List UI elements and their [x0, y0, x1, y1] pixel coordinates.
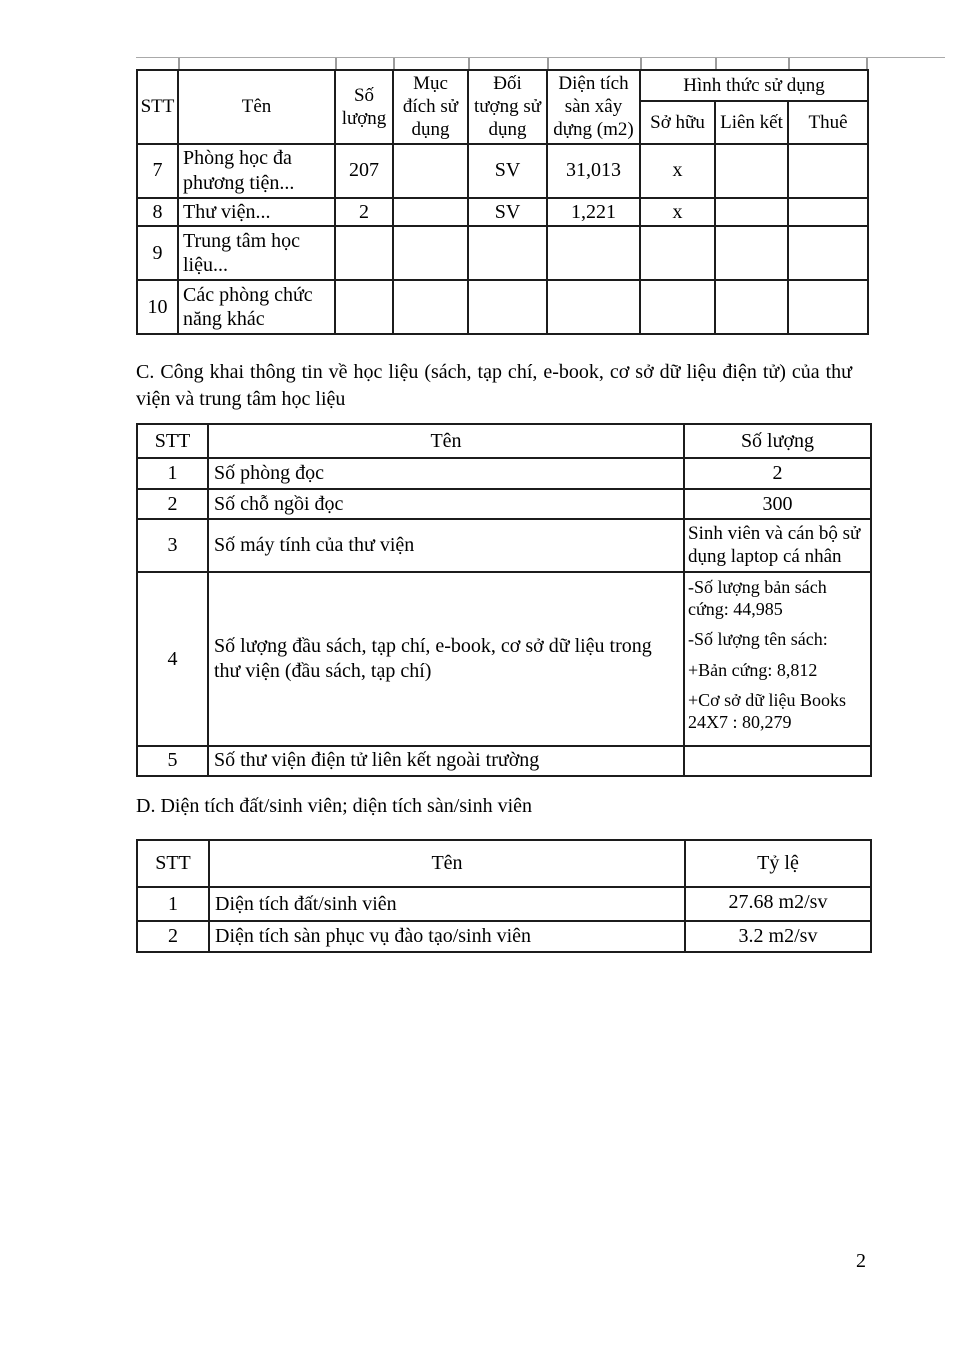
cell-stt: 2 — [137, 921, 209, 952]
cell-doi-tuong: SV — [468, 144, 547, 198]
cell-so-luong: 2 — [335, 198, 393, 226]
cell-value: 3.2 m2/sv — [685, 921, 871, 952]
cell-dien-tich — [547, 280, 640, 334]
library-table — [136, 423, 872, 777]
cell-ten: Phòng học đa phương tiện... — [178, 144, 335, 198]
cell-lien-ket — [715, 226, 788, 280]
section-c-heading: C. Công khai thông tin về học liệu (sách, tạp chí, e-book, cơ sở dữ liệu điện tử) của thư viện và trung tâm học liệu — [136, 361, 852, 410]
cell-ten: Số máy tính của thư viện — [208, 519, 684, 572]
cell-so-luong: 207 — [335, 144, 393, 198]
header-ten: Tên — [178, 70, 335, 144]
header-so-luong: Số lượng — [684, 424, 871, 458]
cell-stt: 8 — [137, 198, 178, 226]
header-thue: Thuê — [788, 101, 868, 143]
cell-value: 27.68 m2/sv — [685, 887, 871, 921]
table-row — [137, 746, 871, 776]
cell-so-huu — [640, 280, 715, 334]
cell-stt: 9 — [137, 226, 178, 280]
cell-stt: 5 — [137, 746, 208, 776]
cell-ten: Số phòng đọc — [208, 458, 684, 489]
header-muc-dich: Mục đích sử dụng — [393, 70, 468, 144]
cell-muc-dich — [393, 144, 468, 198]
table-row — [137, 921, 871, 952]
cell-lien-ket — [715, 144, 788, 198]
cell-lien-ket — [715, 198, 788, 226]
page-number: 2 — [856, 1250, 866, 1272]
cell-stt: 7 — [137, 144, 178, 198]
cell-dien-tich — [547, 226, 640, 280]
cell-ten: Trung tâm học liệu... — [178, 226, 335, 280]
cell-ten: Số chỗ ngồi đọc — [208, 489, 684, 519]
ratio-header-row — [137, 840, 871, 887]
cell-muc-dich — [393, 226, 468, 280]
header-so-luong: Số lượng — [335, 70, 393, 144]
header-stt: STT — [137, 424, 208, 458]
cell-doi-tuong — [468, 280, 547, 334]
cell-ten: Diện tích đất/sinh viên — [209, 887, 685, 921]
header-stt: STT — [137, 840, 209, 887]
library-header-row — [137, 424, 871, 458]
header-ty-le: Tỷ lệ — [685, 840, 871, 887]
header-ten: Tên — [208, 424, 684, 458]
cell-value: 300 — [684, 489, 871, 519]
table-row — [137, 198, 868, 226]
cell-so-huu: x — [640, 198, 715, 226]
value-line: +Cơ sở dữ liệu Books 24X7 : 80,279 — [688, 690, 846, 732]
cell-value — [684, 572, 871, 746]
cell-stt: 1 — [137, 458, 208, 489]
table-row — [137, 144, 868, 198]
cell-so-huu — [640, 226, 715, 280]
cell-so-luong — [335, 226, 393, 280]
value-line: +Bản cứng: 8,812 — [688, 659, 818, 680]
cell-ten: Thư viện... — [178, 198, 335, 226]
cell-value: Sinh viên và cán bộ sử dụng laptop cá nhân — [684, 519, 871, 572]
cell-value — [684, 746, 871, 776]
cell-thue — [788, 280, 868, 334]
cell-stt: 10 — [137, 280, 178, 334]
cell-dien-tich: 1,221 — [547, 198, 640, 226]
cell-thue — [788, 226, 868, 280]
cell-so-luong — [335, 280, 393, 334]
cell-doi-tuong: SV — [468, 198, 547, 226]
header-ten: Tên — [209, 840, 685, 887]
facilities-header-row-1 — [137, 70, 868, 101]
value-line: -Số lượng bản sách cứng: 44,985 — [688, 577, 827, 619]
header-hinh-thuc: Hình thức sử dụng — [640, 70, 868, 101]
section-d-heading: D. Diện tích đất/sinh viên; diện tích sàn/sinh viên — [136, 795, 533, 817]
cell-stt: 2 — [137, 489, 208, 519]
cell-ten: Diện tích sàn phục vụ đào tạo/sinh viên — [209, 921, 685, 952]
header-lien-ket: Liên kết — [715, 101, 788, 143]
cell-lien-ket — [715, 280, 788, 334]
cell-dien-tich: 31,013 — [547, 144, 640, 198]
table-row — [137, 519, 871, 572]
cell-muc-dich — [393, 280, 468, 334]
cell-stt: 3 — [137, 519, 208, 572]
cell-muc-dich — [393, 198, 468, 226]
cell-thue — [788, 198, 868, 226]
cell-doi-tuong — [468, 226, 547, 280]
header-stt: STT — [137, 70, 178, 144]
table-row — [137, 280, 868, 334]
cell-ten: Số thư viện điện tử liên kết ngoài trường — [208, 746, 684, 776]
cell-thue — [788, 144, 868, 198]
table-row — [137, 489, 871, 519]
cell-stt: 4 — [137, 572, 208, 746]
cell-stt: 1 — [137, 887, 209, 921]
table-row — [137, 458, 871, 489]
cell-value: 2 — [684, 458, 871, 489]
cell-ten: Số lượng đầu sách, tạp chí, e-book, cơ sở dữ liệu trong thư viện (đầu sách, tạp chí) — [208, 572, 684, 746]
table-row — [137, 226, 868, 280]
value-line: -Số lượng tên sách: — [688, 629, 828, 650]
header-doi-tuong: Đối tượng sử dụng — [468, 70, 547, 144]
header-so-huu: Sở hữu — [640, 101, 715, 143]
cell-ten: Các phòng chức năng khác — [178, 280, 335, 334]
table-row — [137, 887, 871, 921]
ratio-table — [136, 839, 872, 953]
table-row — [137, 572, 871, 746]
header-dien-tich: Diện tích sàn xây dựng (m2) — [547, 70, 640, 144]
facilities-table — [136, 69, 869, 335]
cell-so-huu: x — [640, 144, 715, 198]
